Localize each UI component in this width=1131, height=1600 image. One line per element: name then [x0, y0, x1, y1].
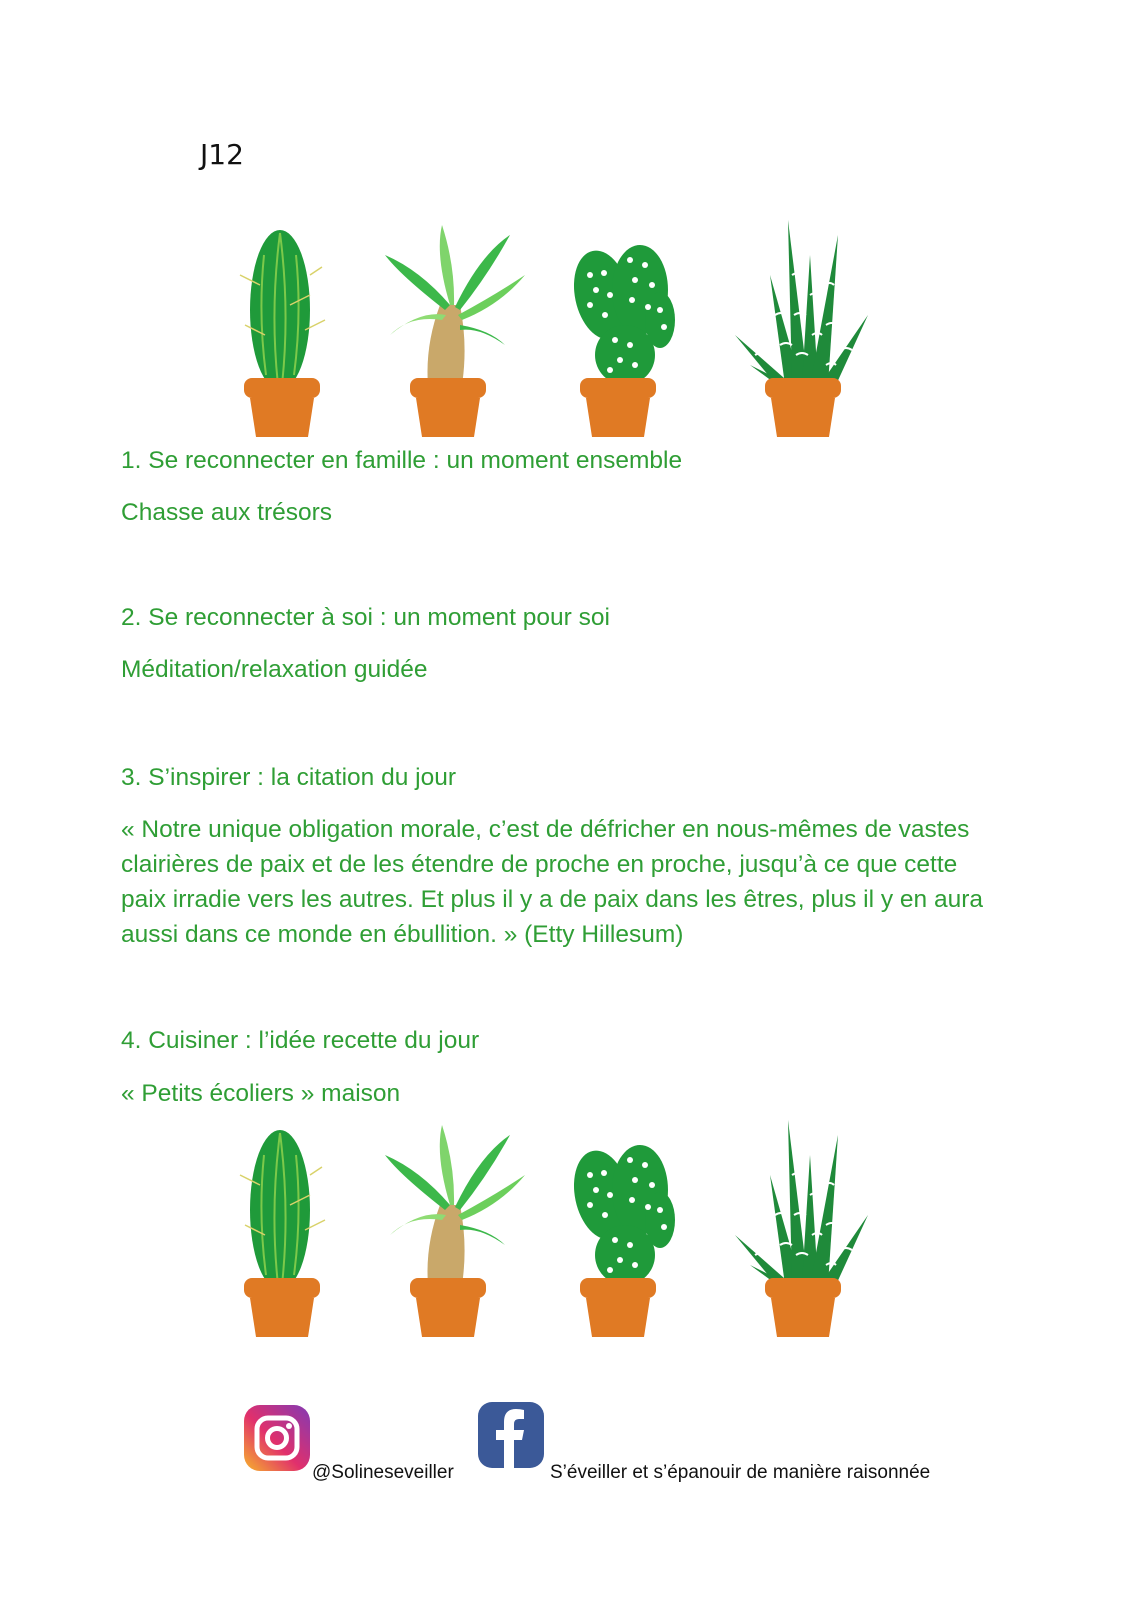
instagram-icon[interactable]	[244, 1405, 310, 1471]
section-4-body: « Petits écoliers » maison	[121, 1080, 401, 1107]
section-1-body: Chasse aux trésors	[121, 499, 333, 526]
plants-row-top	[230, 215, 890, 445]
instagram-handle[interactable]: @Solineseveiller	[312, 1462, 454, 1483]
section-2-title: 2. Se reconnecter à soi : un moment pour soi	[121, 604, 610, 631]
aloe-icon	[730, 215, 880, 445]
prickly-pear-icon	[560, 215, 710, 445]
section-3-title: 3. S’inspirer : la citation du jour	[121, 764, 456, 791]
yucca-icon	[380, 215, 530, 445]
day-label: J12	[200, 138, 244, 171]
prickly-pear-icon	[560, 1115, 710, 1345]
facebook-page-name[interactable]: S’éveiller et s’épanouir de manière raisonnée	[550, 1462, 931, 1483]
aloe-icon	[730, 1115, 880, 1345]
plants-row-bottom	[230, 1115, 890, 1345]
yucca-icon	[380, 1115, 530, 1345]
cactus-icon	[230, 215, 380, 445]
section-3-quote: « Notre unique obligation morale, c’est de défricher en nous-mêmes de vastes clairières de paix et de les étendre de proche en proche, jusqu’à ce que cette paix irradie vers les autres. Et plus il y a de paix dans les êtres, plus il y en aura aussi dans ce monde en ébullition. » (Etty Hillesum)	[121, 816, 983, 948]
section-2-body: Méditation/relaxation guidée	[121, 656, 428, 683]
section-1-title: 1. Se reconnecter en famille : un moment ensemble	[121, 447, 683, 474]
section-4-title: 4. Cuisiner : l’idée recette du jour	[121, 1027, 480, 1054]
facebook-icon[interactable]	[478, 1402, 544, 1468]
cactus-icon	[230, 1115, 380, 1345]
